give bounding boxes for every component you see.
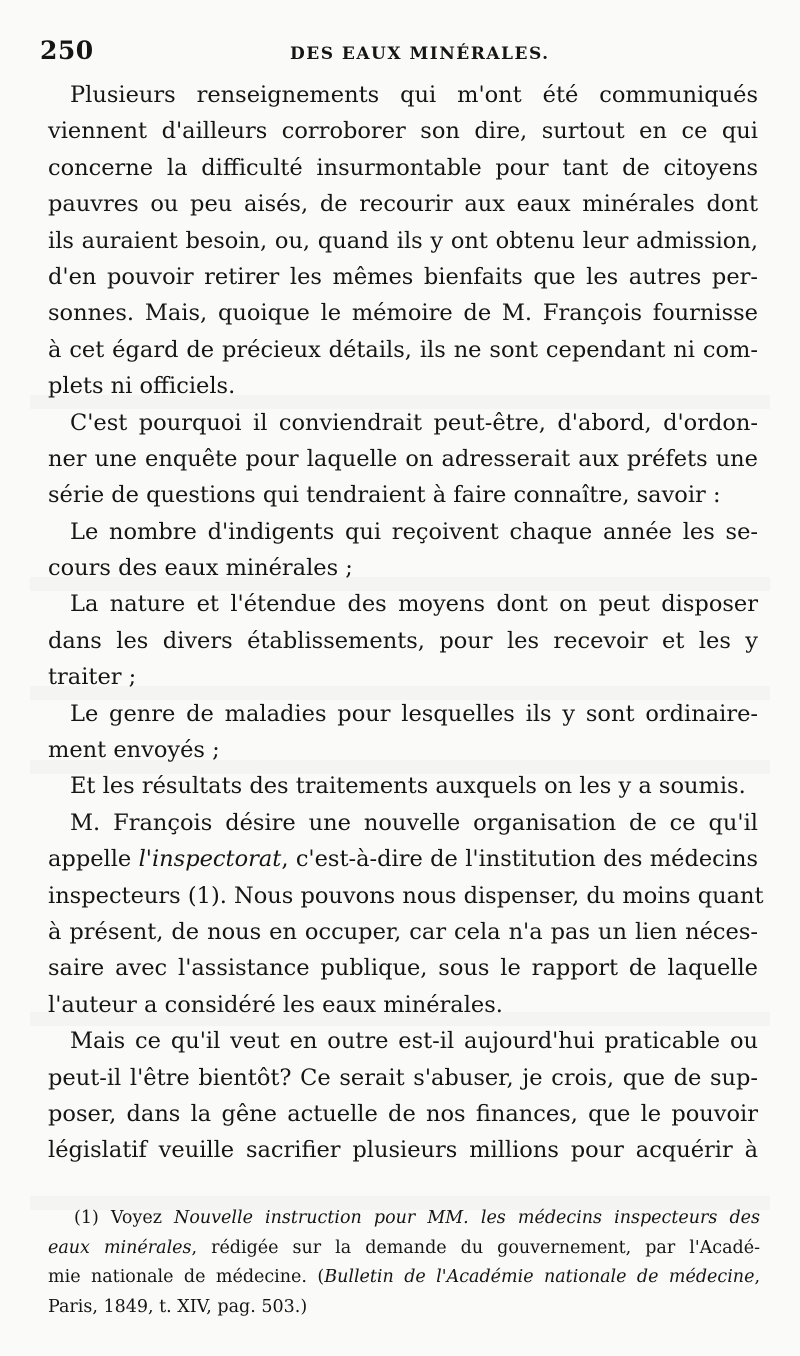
text-line: [48, 77, 758, 113]
text-line: [48, 1023, 758, 1059]
text-line: [48, 878, 764, 914]
text-segment: mie nationale de médecine. (: [48, 1267, 325, 1287]
text-segment: peut-il l'être bientôt? Ce serait s'abuser, je crois, que de sup-: [48, 1064, 758, 1091]
text-line: [48, 113, 758, 149]
text-segment: Et les résultats des traitements auxquels on les y a soumis.: [70, 773, 746, 800]
text-segment: cours des eaux minérales ;: [48, 555, 353, 582]
text-line: [48, 441, 758, 477]
text-segment: Plusieurs renseignements qui m'ont été communiqués: [70, 82, 758, 108]
text-segment: ,: [754, 1267, 761, 1287]
text-segment: , rédigée sur la demande du gouvernement, par l'Acadé-: [191, 1237, 760, 1258]
text-segment: poser, dans la gêne actuelle de nos finances, que le pouvoir: [48, 1100, 758, 1127]
footnote-line: [48, 1263, 760, 1293]
text-line: [48, 405, 758, 441]
text-segment: ment envoyés ;: [48, 737, 220, 764]
text-segment: saire avec l'assistance publique, sous le rapport de laquelle: [48, 955, 758, 982]
text-line: [48, 514, 758, 550]
text-segment: dans les divers établissements, pour les recevoir et les y: [48, 627, 758, 654]
text-segment: l'auteur a considéré les eaux minérales.: [48, 991, 503, 1018]
text-segment: traiter ;: [48, 664, 137, 691]
text-line: [48, 950, 758, 986]
text-segment: inspecteurs (1). Nous pouvons nous dispenser, du moins quant: [48, 882, 764, 909]
body-text: [48, 77, 764, 1169]
footnote: [48, 1204, 760, 1322]
text-segment: M. François désire une nouvelle organisation de ce qu'il: [70, 809, 758, 836]
text-segment: viennent d'ailleurs corroborer son dire, surtout en ce qui: [48, 118, 758, 145]
text-line: [48, 477, 758, 513]
text-line: [48, 332, 758, 368]
text-segment: Mais ce qu'il veut en outre est-il aujourd'hui praticable ou: [70, 1028, 758, 1055]
text-line: [48, 623, 758, 659]
text-line: [48, 550, 758, 586]
text-segment: (1) Voyez: [74, 1208, 175, 1228]
text-line: [48, 186, 758, 222]
text-segment: pauvres ou peu aisés, de recourir aux eaux minérales dont: [48, 191, 758, 218]
text-segment: à présent, de nous en occuper, car cela n'a pas un lien néces-: [48, 918, 758, 945]
text-segment: d'en pouvoir retirer les mêmes bienfaits que les autres per-: [48, 263, 758, 290]
text-line: [48, 659, 758, 695]
text-segment: Paris, 1849, t. XIV, pag. 503.): [48, 1296, 308, 1317]
text-line: [48, 223, 758, 259]
italic-text: eaux minérales: [48, 1237, 192, 1258]
text-segment: , c'est-à-dire de l'institution des médecins: [281, 846, 758, 873]
text-line: [48, 295, 758, 331]
footnote-line: [48, 1234, 760, 1264]
text-segment: législatif veuille sacrifier plusieurs millions pour acquérir à: [48, 1137, 758, 1164]
text-line: [48, 768, 758, 804]
text-segment: appelle: [48, 846, 139, 873]
text-segment: Le nombre d'indigents qui reçoivent chaque année les se-: [70, 518, 758, 545]
page-header: [40, 36, 760, 72]
text-line: [48, 1096, 758, 1132]
italic-text: l'inspectorat: [138, 846, 282, 873]
text-segment: La nature et l'étendue des moyens dont on peut disposer: [70, 591, 758, 618]
italic-text: Bulletin de l'Académie nationale de médecine: [324, 1267, 755, 1287]
text-segment: ils auraient besoin, ou, quand ils y ont obtenu leur admission,: [48, 227, 758, 254]
text-line: [48, 586, 758, 622]
text-line: [48, 368, 758, 404]
text-line: [48, 150, 758, 186]
text-line: [48, 1132, 758, 1168]
text-line: [48, 805, 758, 841]
running-title: DES EAUX MINÉRALES.: [290, 44, 550, 64]
text-line: [48, 841, 758, 877]
text-segment: série de questions qui tendraient à faire connaître, savoir :: [48, 482, 721, 509]
page-number: 250: [40, 36, 94, 65]
text-line: [48, 1060, 758, 1096]
text-segment: ner une enquête pour laquelle on adresserait aux préfets une: [48, 445, 758, 472]
text-line: [48, 696, 758, 732]
text-segment: C'est pourquoi il conviendrait peut-être, d'abord, d'ordon-: [70, 409, 758, 436]
text-segment: plets ni officiels.: [48, 373, 236, 400]
text-segment: concerne la difficulté insurmontable pour tant de citoyens: [48, 154, 758, 181]
footnote-line: [48, 1293, 760, 1323]
text-line: [48, 259, 758, 295]
text-line: [48, 914, 758, 950]
text-segment: Le genre de maladies pour lesquelles ils y sont ordinaire-: [70, 700, 758, 727]
text-segment: à cet égard de précieux détails, ils ne sont cependant ni com-: [48, 336, 758, 363]
text-line: [48, 732, 758, 768]
text-line: [48, 987, 758, 1023]
italic-text: Nouvelle instruction pour MM. les médecins inspecteurs des: [174, 1208, 760, 1228]
footnote-line: [48, 1204, 760, 1234]
text-segment: sonnes. Mais, quoique le mémoire de M. François fournisse: [48, 300, 758, 327]
